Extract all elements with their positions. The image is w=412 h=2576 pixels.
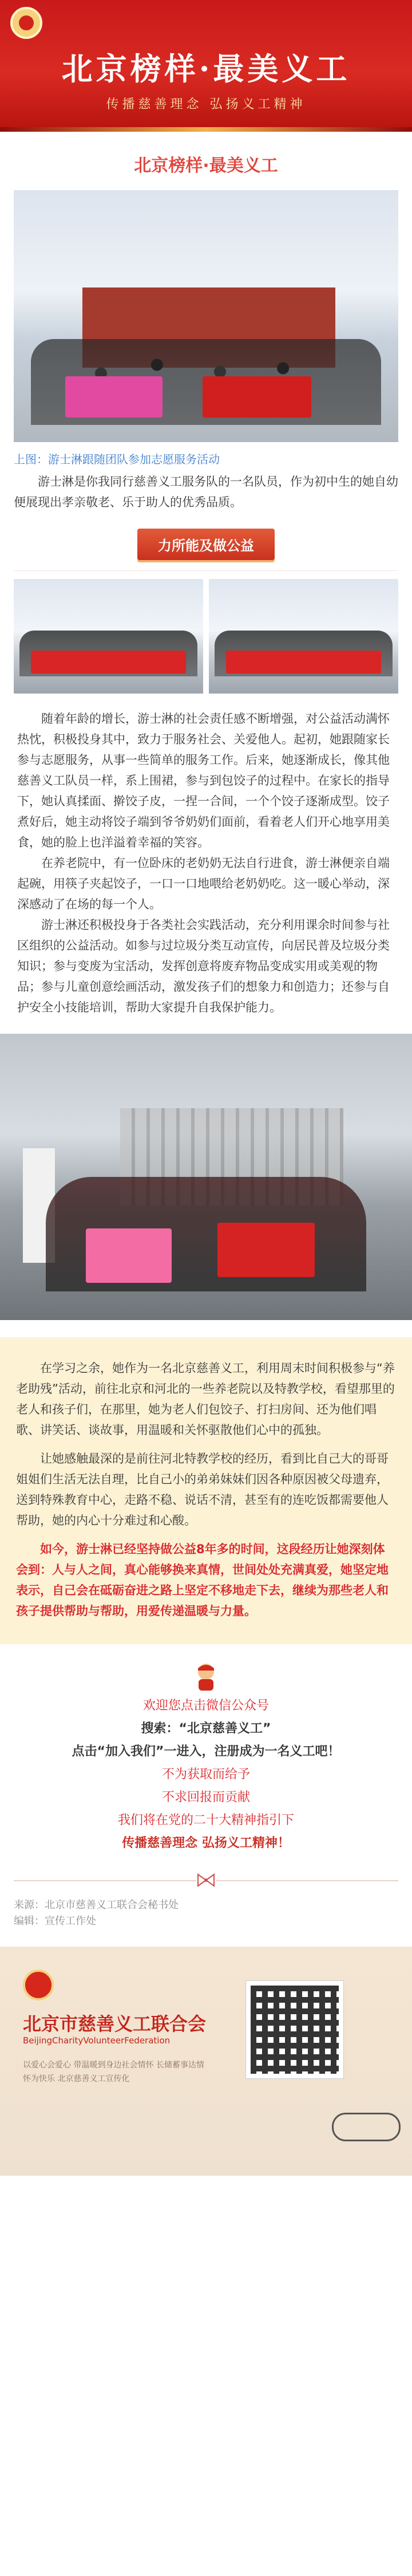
cta-line-1: 不为获取而给予 (161, 1767, 250, 1782)
source-info (14, 1897, 398, 1929)
section-title: 北京榜样·最美义工 (134, 156, 278, 176)
story-paragraph-3: 如今，游士淋已经坚持做公益8年多的时间，这段经历让她深刻体会到：人与人之间，真心能够换来真情，世间处处充满真爱，她坚定地表示，自己会在砥砺奋进之路上坚定不移地走下去，继续为那些老人和孩子提供帮助与帮助，用爱传递温暖与力量。 (16, 1542, 389, 1618)
paragraph-2: 在养老院中，有一位卧床的老奶奶无法自行进食，游士淋便亲自端起碗，用筷子夹起饺子，一口一口地喂给老奶奶吃。这一暖心举动，深深感动了在场的每一个人。 (17, 856, 390, 911)
cta-section (0, 1644, 412, 1861)
banner-subtitle: 传播慈善理念 弘扬义工精神 (106, 97, 306, 112)
source-from: 来源：北京市慈善义工联合会秘书处 (14, 1899, 179, 1911)
story-paragraph-1: 在学习之余，她作为一名北京慈善义工，利用周末时间积极参与“养老助残”活动，前往北京和河北的一些养老院以及特教学校，看望那里的老人和孩子们，在那里，她为老人们包饺子、打扫房间、还为他们唱歌、讲笑话、谈故事，用温暖和关怀驱散他们心中的孤独。 (16, 1361, 395, 1437)
cta-search: 搜索：“北京慈善义工” (141, 1722, 271, 1736)
section-label-button: 力所能及做公益 (137, 529, 275, 560)
banner-stripe (0, 127, 412, 132)
volunteer-mascot-icon (193, 1661, 219, 1692)
red-banner (226, 651, 381, 673)
photo-caption: 上图：游士淋跟随团队参加志愿服务活动 (14, 452, 220, 466)
red-banner (203, 376, 311, 417)
glasses-icon (332, 2113, 401, 2141)
charity-logo-icon (10, 7, 42, 39)
organization-name-en: BeijingCharityVolunteerFederation (23, 2035, 171, 2046)
qr-cells (251, 1986, 339, 2074)
pink-banner (65, 376, 163, 417)
cta-line-4: 传播慈善理念 弘扬义工精神！ (122, 1836, 290, 1850)
activity-photo-right (209, 579, 398, 694)
outdoor-group-photo (0, 1034, 412, 1320)
paragraph-3: 游士淋还积极投身于各类社会实践活动，充分利用课余时间参与社区组织的公益活动。如参与过垃圾分类互动宣传，向居民普及垃圾分类知识；参与变废为宝活动，发挥创意将废弃物品变成实用或美观的物品；参与儿童创意绘画活动，激发孩子们的想象力和创造力；还参与自护安全小技能培训，帮助大家提升自我保护能力。 (17, 918, 390, 1014)
cta-line-2: 不求回报而贡献 (161, 1790, 250, 1805)
story-box (0, 1337, 412, 1644)
federation-logo-icon (23, 1970, 54, 2000)
paragraph-1: 随着年龄的增长，游士淋的社会责任感不断增强，对公益活动满怀热忱，积极投身其中，致力于服务社会、关爱他人。起初，她跟随家长参与志愿服务，从事一些简单的服务工作。后来，她逐渐成长，像其他慈善义工队员一样，系上围裙，参与到包饺子的过程中。在家长的指导下，她认真揉面、擀饺子皮，一捏一合间，一个个饺子逐渐成型。饺子煮好后，她主动将饺子端到爷爷奶奶们面前，看着老人们开心地享用美食，她的脸上也洋溢着幸福的笑容。 (17, 712, 390, 849)
banner-title: 北京榜样·最美义工 (61, 50, 351, 87)
photo-pair (14, 579, 398, 694)
footer (0, 1947, 412, 2176)
ribbon-divider (0, 1861, 412, 1887)
cta-welcome: 欢迎您点击微信公众号 (142, 1699, 269, 1713)
organization-name: 北京市慈善义工联合会 (23, 2013, 207, 2035)
red-banner (217, 1223, 315, 1277)
activity-photo-left (14, 579, 203, 694)
story-paragraph-2: 让她感触最深的是前往河北特教学校的经历，看到比自己大的哥哥姐姐们生活无法自理，比自己小的弟弟妹妹们因各种原因被父母遗弃，送到特殊教育中心，走路不稳、说话不清，甚至有的连吃饭都需要他人帮助，她的内心十分难过和心酸。 (16, 1452, 389, 1527)
header-banner (0, 0, 412, 132)
bow-icon (196, 1871, 216, 1889)
source-editor: 编辑：宣传工作处 (14, 1915, 96, 1927)
qr-code (246, 1981, 343, 2078)
cta-line-3: 我们将在党的二十大精神指引下 (117, 1813, 294, 1827)
cta-join: 点击“加入我们”一进入，注册成为一名义工吧！ (72, 1744, 340, 1759)
footer-slogan: 以爱心会爱心 带温暖到身边社会情怀 长储蓄事达情怀为快乐 北京慈善义工宣传化 (23, 2061, 204, 2083)
divider-line (14, 1880, 398, 1881)
volunteer-group-photo (14, 190, 398, 442)
red-banner (31, 651, 186, 673)
divider (14, 570, 398, 571)
pink-banner (86, 1228, 172, 1283)
intro-text: 游士淋是你我同行慈善义工服务队的一名队员，作为初中生的她自幼便展现出孝亲敬老、乐于助人的优秀品质。 (14, 475, 398, 509)
